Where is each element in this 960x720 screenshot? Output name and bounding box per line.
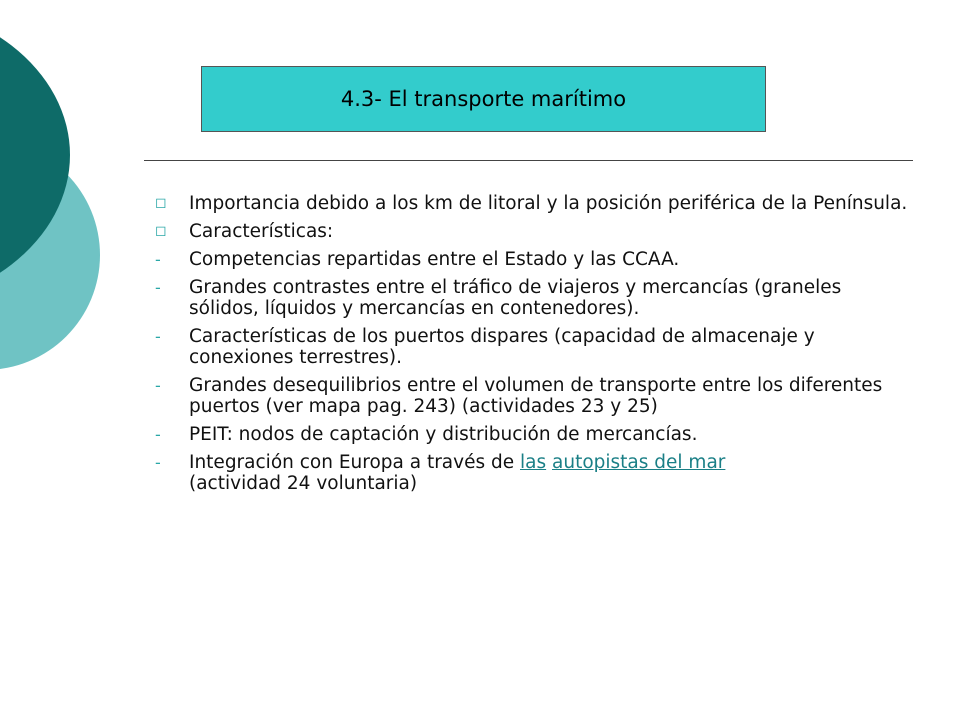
list-item-text [189, 452, 725, 494]
list-item [155, 277, 915, 319]
list-item-text: PEIT: nodos de captación y distribución de mercancías. [189, 424, 698, 445]
list-item-text: Características de los puertos dispares (capacidad de almacenaje y conexiones terrestres). [189, 326, 815, 368]
list-item-text-after: (actividad 24 voluntaria) [189, 473, 418, 494]
divider-line [144, 160, 913, 161]
list-item [155, 326, 915, 368]
list-item-text: Características: [189, 221, 334, 242]
square-bullet-icon: ◻ [155, 223, 167, 239]
dash-bullet-icon: - [155, 425, 161, 444]
dash-bullet-icon: - [155, 327, 161, 346]
list-item-text: Competencias repartidas entre el Estado y las CCAA. [189, 249, 680, 270]
bullet-list [155, 193, 915, 501]
link-autopistas-del-mar[interactable]: autopistas del mar [552, 452, 726, 473]
dash-bullet-icon: - [155, 250, 161, 269]
title-box [201, 66, 766, 132]
list-item [155, 452, 915, 494]
square-bullet-icon: ◻ [155, 195, 167, 211]
dash-bullet-icon: - [155, 376, 161, 395]
dash-bullet-icon: - [155, 278, 161, 297]
list-item [155, 249, 915, 270]
list-item-text: Grandes desequilibrios entre el volumen de transporte entre los diferentes puertos (ver mapa pag. 243) (actividades 23 y 25) [189, 375, 883, 417]
list-item [155, 424, 915, 445]
dash-bullet-icon: - [155, 453, 161, 472]
list-item-text: Importancia debido a los km de litoral y la posición periférica de la Península. [189, 193, 908, 214]
list-item [155, 221, 915, 242]
link-las[interactable]: las [520, 452, 547, 473]
slide-title: 4.3- El transporte marítimo [340, 87, 627, 111]
list-item-text-before: Integración con Europa a través de [189, 452, 520, 473]
list-item [155, 193, 915, 214]
list-item-text: Grandes contrastes entre el tráfico de viajeros y mercancías (graneles sólidos, líquidos y mercancías en contenedores). [189, 277, 842, 319]
list-item [155, 375, 915, 417]
